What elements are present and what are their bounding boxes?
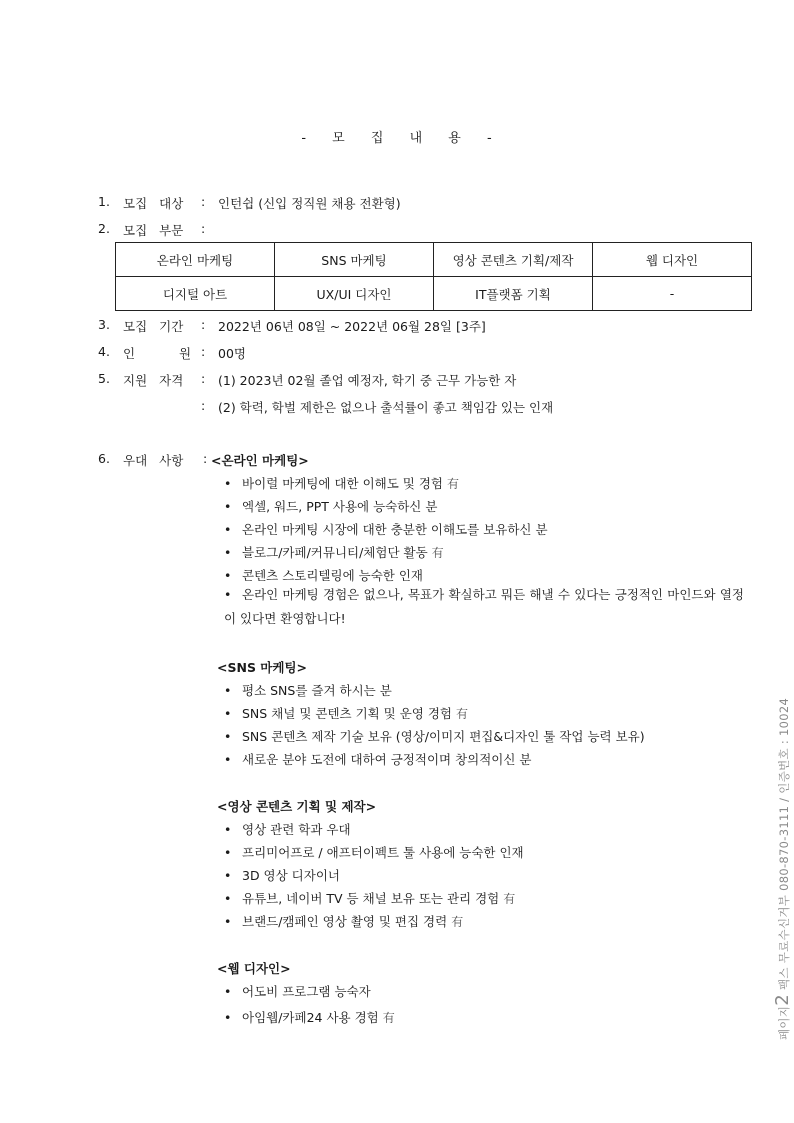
list-item-text: 아임웹/카페24 사용 경험: [242, 1010, 379, 1025]
item-colon: :: [203, 451, 208, 466]
list-item: [224, 566, 423, 584]
list-item-text: 영상 관련 학과 우대: [242, 822, 351, 837]
bullet-icon: •: [224, 845, 232, 860]
bullet-icon: •: [224, 729, 232, 744]
item-value: (2) 학력, 학벌 제한은 없으나 출석률이 좋고 책임감 있는 인재: [218, 400, 554, 415]
list-item: [224, 866, 340, 884]
list-item-mark: 有: [382, 1011, 395, 1025]
department-table: [115, 242, 752, 311]
list-item-text: SNS 채널 및 콘텐츠 기획 및 운영 경험: [242, 706, 453, 721]
list-item: [224, 843, 524, 861]
page-number: 2: [772, 994, 793, 1006]
bullet-icon: •: [224, 868, 232, 883]
list-item: [224, 1008, 395, 1026]
list-item-mark: 有: [503, 892, 516, 906]
item-number: 1.: [98, 194, 110, 209]
list-item: [224, 750, 532, 768]
bullet-icon: •: [224, 587, 232, 602]
item-colon: :: [201, 221, 206, 236]
list-item-text: SNS 콘텐츠 제작 기술 보유 (영상/이미지 편집&디자인 툴 작업 능력 보유): [242, 729, 645, 744]
page-label: 페이지: [777, 1005, 791, 1040]
item-colon: :: [201, 398, 206, 413]
list-item-text: 어도비 프로그램 능숙자: [242, 984, 371, 999]
list-item-text: 3D 영상 디자이너: [242, 868, 340, 883]
list-item-text: 온라인 마케팅 시장에 대한 충분한 이해도를 보유하신 분: [242, 522, 548, 537]
item-number: 3.: [98, 317, 110, 332]
bullet-icon: •: [224, 568, 232, 583]
table-row: [116, 277, 752, 311]
list-item-text: 브랜드/캠페인 영상 촬영 및 편집 경력: [242, 914, 448, 929]
list-item-text: 평소 SNS를 즐겨 하시는 분: [242, 683, 392, 698]
list-item: [224, 820, 351, 838]
list-item-text: 엑셀, 워드, PPT 사용에 능숙하신 분: [242, 499, 438, 514]
list-item: [224, 704, 468, 722]
item-number: 4.: [98, 344, 110, 359]
table-cell: IT플랫폼 기획: [434, 277, 593, 311]
list-item-text: 블로그/카페/커뮤니티/체험단 활동: [242, 545, 428, 560]
table-row: [116, 243, 752, 277]
item-label: 모집 대상: [123, 196, 184, 211]
fax-footer: [772, 698, 793, 1040]
item-value: 2022년 06년 08일 ~ 2022년 06월 28일 [3주]: [218, 319, 486, 334]
list-item: [224, 543, 444, 561]
bullet-icon: •: [224, 752, 232, 767]
list-item: [224, 497, 437, 515]
list-item: [224, 889, 515, 907]
bullet-icon: •: [224, 984, 232, 999]
section-heading: <온라인 마케팅>: [211, 453, 309, 468]
section-heading: <웹 디자인>: [217, 961, 291, 976]
list-item-text: 유튜브, 네이버 TV 등 채널 보유 또는 관리 경험: [242, 891, 500, 906]
list-item-mark: 有: [431, 546, 444, 560]
item-label: 모집 기간: [123, 319, 184, 334]
bullet-icon: •: [224, 822, 232, 837]
item-label: 우대 사항: [123, 453, 184, 468]
section-heading: <SNS 마케팅>: [217, 660, 307, 675]
bullet-icon: •: [224, 545, 232, 560]
fax-text: 팩스 무료수신거부 080-870-3111 / 인증번호 : 10024: [777, 697, 791, 994]
list-item-mark: 有: [456, 707, 469, 721]
list-item: [224, 681, 392, 699]
item-value: 인턴쉽 (신입 정직원 채용 전환형): [218, 196, 401, 211]
list-item: [224, 912, 463, 930]
item-number: 6.: [98, 451, 110, 466]
list-item-mark: 有: [447, 477, 460, 491]
list-item-mark: 有: [451, 915, 464, 929]
item-value: 00명: [218, 346, 246, 361]
list-item-text: 콘텐츠 스토리텔링에 능숙한 인재: [242, 568, 423, 583]
list-item-text: 온라인 마케팅 경험은 없으나, 목표가 확실하고 뭐든 해낼 수 있다는 긍정적인 마인드와 열정이 있다면 환영합니다!: [224, 587, 744, 626]
bullet-icon: •: [224, 476, 232, 491]
list-item-text: 프리미어프로 / 애프터이펙트 툴 사용에 능숙한 인재: [242, 845, 524, 860]
bullet-icon: •: [224, 522, 232, 537]
table-cell: 웹 디자인: [593, 243, 752, 277]
item-number: 2.: [98, 221, 110, 236]
bullet-icon: •: [224, 891, 232, 906]
list-item: [224, 727, 645, 745]
item-colon: :: [201, 371, 206, 386]
page-title: - 모 집 내 용 -: [301, 131, 493, 146]
item-label: 모집 부문: [123, 223, 184, 238]
list-item: [224, 474, 459, 492]
item-colon: :: [201, 317, 206, 332]
item-number: 5.: [98, 371, 110, 386]
item-value: (1) 2023년 02월 졸업 예정자, 학기 중 근무 가능한 자: [218, 373, 517, 388]
item-colon: :: [201, 194, 206, 209]
table-cell: 디지털 아트: [116, 277, 275, 311]
section-heading: <영상 콘텐츠 기획 및 제작>: [217, 799, 377, 814]
item-colon: :: [201, 344, 206, 359]
table-cell: -: [593, 277, 752, 311]
list-item: [224, 982, 371, 1000]
item-label: 지원 자격: [123, 373, 184, 388]
list-item: [224, 520, 548, 538]
item-label: 인 원: [123, 346, 192, 361]
bullet-icon: •: [224, 499, 232, 514]
list-item-text: 바이럴 마케팅에 대한 이해도 및 경험: [242, 476, 443, 491]
table-cell: UX/UI 디자인: [275, 277, 434, 311]
bullet-icon: •: [224, 683, 232, 698]
list-item: [224, 583, 744, 631]
bullet-icon: •: [224, 706, 232, 721]
table-cell: SNS 마케팅: [275, 243, 434, 277]
table-cell: 온라인 마케팅: [116, 243, 275, 277]
list-item-text: 새로운 분야 도전에 대하여 긍정적이며 창의적이신 분: [242, 752, 532, 767]
bullet-icon: •: [224, 914, 232, 929]
table-cell: 영상 콘텐츠 기획/제작: [434, 243, 593, 277]
bullet-icon: •: [224, 1010, 232, 1025]
